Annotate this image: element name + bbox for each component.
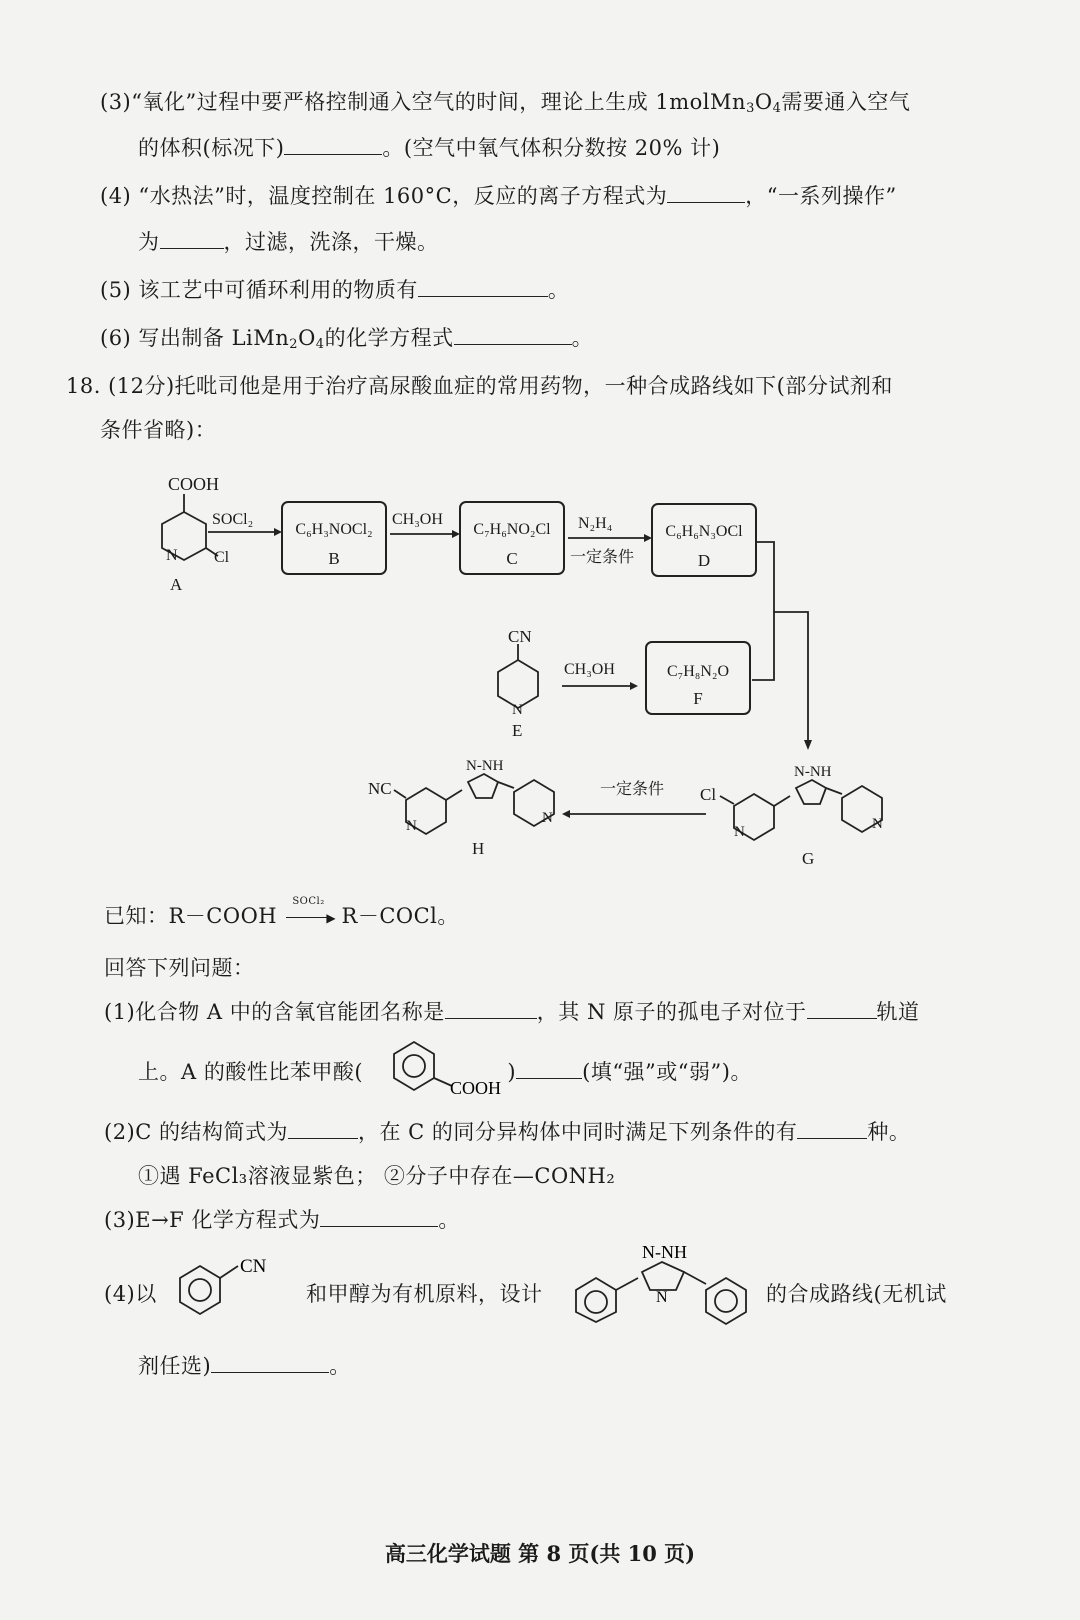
g-nnh: N-NH: [794, 764, 832, 780]
answer-blank[interactable]: [667, 184, 745, 203]
h-nc: NC: [368, 779, 392, 798]
q17-p4-text-a: (4) “水热法”时，温度控制在 160°C，反应的离子方程式为: [100, 184, 668, 208]
h-label: H: [472, 839, 485, 858]
q17-p4-text-b: ，“一系列操作”: [745, 184, 897, 208]
a-cl: Cl: [214, 549, 230, 566]
known-reagent: SOCl₂: [292, 895, 325, 907]
g-cl: Cl: [700, 785, 717, 804]
bond: [684, 1272, 706, 1284]
q18-part2-conditions: ①遇 FeCl₃溶液显紫色； ②分子中存在—CONH₂: [138, 1164, 616, 1188]
target-triazole-structure: [572, 1238, 762, 1330]
q17-part3-line2: [138, 132, 720, 162]
answer-blank[interactable]: [797, 1120, 867, 1139]
q18-p1-line2-b: ): [507, 1060, 517, 1084]
answer-blank[interactable]: [284, 136, 382, 155]
synthesis-scheme: [140, 470, 960, 890]
q17-p6-text-a: (6) 写出制备 LiMn: [100, 326, 290, 350]
arrow-head: [630, 682, 638, 690]
h-n2: N: [542, 810, 553, 826]
q18-part4-label: (4)以: [104, 1282, 157, 1306]
q18-p2-text-a: (2)C 的结构简式为: [104, 1120, 288, 1144]
bond: [498, 782, 514, 788]
reagent-ef: CH₃OH: [564, 661, 615, 678]
g-n: N: [734, 824, 745, 840]
arrow-head: [452, 530, 460, 538]
bond: [616, 1278, 638, 1290]
b-formula: C₆H₃NOCl₂: [295, 521, 373, 538]
q18-part3: [104, 1204, 460, 1234]
arrow-head: [804, 740, 812, 750]
answer-header: 回答下列问题：: [104, 956, 255, 980]
known-product: R－COCl。: [341, 904, 459, 928]
benzene-ring: [180, 1266, 220, 1314]
benzoic-cooh: COOH: [450, 1078, 502, 1098]
q17-p3-text-b: O: [754, 90, 773, 114]
aromatic-circle: [715, 1290, 737, 1312]
bond: [394, 790, 406, 798]
q17-p3-sub2: 4: [772, 101, 782, 116]
e-cn: CN: [508, 627, 532, 646]
q18-part4-end: 的合成路线(无机试: [766, 1282, 947, 1306]
arrow-head: [644, 534, 652, 542]
page-footer: 高三化学试题 第 8 页(共 10 页): [384, 1541, 696, 1566]
benzoic-acid-structure: [392, 1034, 522, 1100]
q18-p3-text-b: 。: [438, 1208, 460, 1232]
bond: [826, 788, 842, 794]
benzene-ring: [394, 1042, 434, 1090]
f-label: F: [693, 689, 703, 708]
triazole-ring: [642, 1262, 684, 1290]
triazole-nnh: N-NH: [642, 1242, 687, 1262]
answer-blank[interactable]: [418, 278, 548, 297]
q18-p3-text-a: (3)E→F 化学方程式为: [104, 1208, 321, 1232]
known-arrow: [284, 895, 337, 928]
c-formula: C₇H₆NO₂Cl: [473, 521, 551, 538]
q17-p3-text-c: 需要通入空气: [781, 90, 911, 114]
q18-p2-text-c: 种。: [867, 1120, 911, 1144]
answer-blank[interactable]: [807, 1000, 877, 1019]
q18-p1-line2-c: (填“强”或“弱”)。: [582, 1060, 752, 1084]
benzene-ring-left: [576, 1278, 616, 1322]
q18-header-line2: 条件省略)：: [100, 418, 217, 442]
q18-p1-text-b: ，其 N 原子的孤电子对位于: [536, 1000, 807, 1024]
aromatic-circle: [189, 1279, 211, 1301]
q18-p1-text-a: (1)化合物 A 中的含氧官能团名称是: [104, 1000, 445, 1024]
q17-part4-line1: [100, 180, 897, 210]
b-label: B: [328, 549, 340, 568]
f-formula: C₇H₈N₂O: [666, 663, 730, 680]
connector-d-g: [756, 542, 808, 740]
pyridine-ring-e: [498, 660, 538, 708]
q18-p2-text-b: ，在 C 的同分异构体中同时满足下列条件的有: [358, 1120, 798, 1144]
e-n: N: [512, 702, 523, 718]
answer-blank[interactable]: [516, 1060, 582, 1079]
benzonitrile-cn: CN: [240, 1256, 267, 1277]
q17-p3-sub1: 3: [746, 101, 755, 116]
h-n: N: [406, 818, 417, 834]
arrow-line: [286, 917, 330, 918]
q17-p6-text-d: 。: [571, 326, 594, 350]
q17-p4-line2-b: ，过滤，洗涤，干燥。: [223, 230, 439, 254]
q17-p6-text-c: 的化学方程式: [324, 326, 454, 350]
answer-blank[interactable]: [445, 1000, 537, 1019]
q17-p6-sub2: 4: [315, 337, 325, 352]
q17-p4-line2-a: 为: [138, 230, 160, 254]
d-label: D: [697, 551, 711, 570]
q17-part3-line1: [100, 86, 910, 116]
triazole-ring-g: [796, 780, 826, 804]
known-reaction: [104, 895, 459, 930]
q17-p3-line2-a: 的体积(标况下): [138, 136, 285, 160]
compound-e: [498, 627, 538, 740]
reagent-gh: 一定条件: [600, 781, 665, 798]
answer-blank[interactable]: [160, 230, 224, 249]
c-label: C: [506, 549, 518, 568]
g-label: G: [802, 849, 815, 868]
q17-p3-text-a: (3)“氧化”过程中要严格控制通入空气的时间，理论上生成 1molMn: [100, 90, 747, 114]
answer-blank[interactable]: [454, 326, 572, 345]
aromatic-circle: [585, 1291, 607, 1313]
q18-p4-line2-b: 。: [329, 1354, 351, 1378]
g-n2: N: [872, 816, 883, 832]
bond: [220, 1266, 238, 1278]
benzonitrile-structure: [176, 1250, 296, 1320]
compound-g: [700, 764, 883, 868]
triazole-ring-h: [468, 774, 498, 798]
q17-p3-line2-b: 。(空气中氧气体积分数按 20% 计): [382, 136, 721, 160]
q18-part2-line1: [104, 1116, 910, 1146]
q18-part4-middle: 和甲醇为有机原料，设计: [306, 1282, 543, 1306]
a-label: A: [170, 575, 183, 594]
known-reactant: 已知：R－COOH: [104, 904, 278, 928]
arrow-head: [274, 528, 282, 536]
q18-p1-text-c: 轨道: [876, 1000, 920, 1024]
q17-p5-text-b: 。: [547, 278, 570, 302]
answer-blank[interactable]: [288, 1120, 358, 1139]
reagent-ab: SOCl₂: [212, 511, 254, 528]
q17-p5-text-a: (5) 该工艺中可循环利用的物质有: [100, 278, 418, 302]
q18-p4-line2-a: 剂任选): [138, 1354, 212, 1378]
e-label: E: [512, 721, 523, 740]
bond: [774, 796, 790, 806]
answer-blank[interactable]: [320, 1208, 438, 1227]
arrow-head: ▶: [326, 910, 337, 925]
q17-part5: [100, 274, 569, 304]
q18-part1-line1: [104, 996, 920, 1026]
compound-a: [162, 474, 230, 594]
reagent-cd-top: N₂H₄: [578, 515, 613, 532]
q17-part4-line2: [138, 226, 439, 256]
bond: [720, 796, 734, 804]
q18-part4-line2: [138, 1350, 351, 1380]
q17-p6-sub1: 2: [289, 337, 299, 352]
a-cooh: COOH: [168, 474, 220, 494]
q18-header: 18. (12分)托吡司他是用于治疗高尿酸血症的常用药物，一种合成路线如下(部分试剂和: [66, 374, 893, 398]
a-n: N: [166, 547, 178, 564]
reagent-bc: CH₃OH: [392, 511, 443, 528]
bond: [446, 790, 462, 800]
arrow-head: [562, 810, 570, 818]
d-formula: C₆H₆N₃OCl: [665, 523, 743, 540]
h-nnh: N-NH: [466, 758, 504, 774]
answer-blank[interactable]: [211, 1354, 329, 1373]
benzene-ring-right: [706, 1278, 746, 1324]
compound-h: [368, 758, 554, 858]
aromatic-circle: [403, 1055, 425, 1077]
q17-part6: [100, 322, 593, 352]
reagent-cd-bottom: 一定条件: [570, 549, 635, 566]
q17-p6-text-b: O: [298, 326, 316, 350]
connector-f-g: [752, 612, 774, 680]
triazole-n: N: [656, 1289, 668, 1306]
q18-p1-line2-a: 上。A 的酸性比苯甲酸(: [138, 1060, 364, 1084]
